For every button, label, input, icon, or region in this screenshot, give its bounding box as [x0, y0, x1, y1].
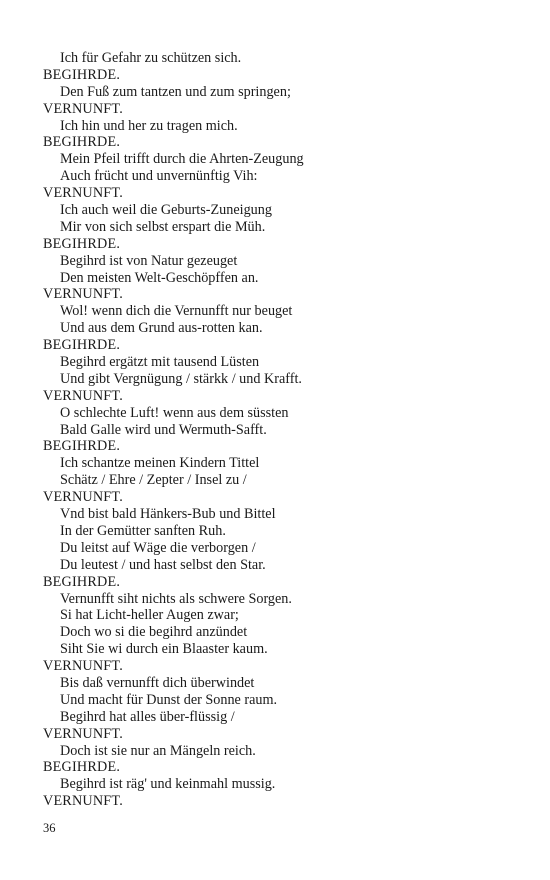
- speaker-name: BEGIHRDE.: [43, 235, 121, 252]
- verse-line: Wol! wenn dich die Vernunfft nur beuget: [60, 303, 293, 320]
- verse-line: Siht Sie wi durch ein Blaaster kaum.: [60, 641, 268, 658]
- verse-line: Doch wo si die begihrd anzündet: [60, 624, 248, 641]
- speaker-name: VERNUNFT.: [43, 185, 123, 202]
- dialogue-text: [43, 50, 513, 810]
- verse-line: Begihrd ergätzt mit tausend Lüsten: [60, 354, 260, 371]
- verse-line: Den meisten Welt-Geschöpffen an.: [60, 269, 259, 286]
- speaker-name: VERNUNFT.: [43, 100, 123, 117]
- verse-line: Vernunfft siht nichts als schwere Sorgen.: [60, 590, 292, 607]
- verse-line: Bald Galle wird und Wermuth-Safft.: [60, 421, 267, 438]
- verse-line: Begihrd hat alles über-flüssig /: [60, 708, 235, 725]
- page-number: 36: [43, 821, 56, 835]
- verse-line: Und macht für Dunst der Sonne raum.: [60, 691, 278, 708]
- verse-line: Auch frücht und unvernünftig Vih:: [60, 168, 258, 185]
- verse-line: Ich schantze meinen Kindern Tittel: [60, 455, 260, 472]
- verse-line: Du leitst auf Wäge die verborgen /: [60, 539, 256, 556]
- speaker-name: BEGIHRDE.: [43, 438, 121, 455]
- verse-line: Vnd bist bald Hänkers-Bub und Bittel: [60, 506, 276, 523]
- verse-line: Und gibt Vergnügung / stärkk / und Krafft.: [60, 370, 302, 387]
- speaker-name: VERNUNFT.: [43, 793, 123, 810]
- verse-line: Den Fuß zum tantzen und zum springen;: [60, 83, 291, 100]
- verse-line: Mein Pfeil trifft durch die Ahrten-Zeugung: [60, 151, 304, 168]
- speaker-name: VERNUNFT.: [43, 725, 123, 742]
- verse-line: Ich für Gefahr zu schützen sich.: [60, 50, 242, 66]
- verse-line: Begihrd ist von Natur gezeuget: [60, 252, 238, 269]
- verse-line: O schlechte Luft! wenn aus dem süssten: [60, 404, 289, 421]
- speaker-name: BEGIHRDE.: [43, 134, 121, 151]
- speaker-name: VERNUNFT.: [43, 387, 123, 404]
- speaker-name: VERNUNFT.: [43, 489, 123, 506]
- verse-line: Doch ist sie nur an Mängeln reich.: [60, 742, 256, 759]
- verse-line: Ich auch weil die Geburts-Zuneigung: [60, 202, 272, 219]
- verse-line: Mir von sich selbst erspart die Müh.: [60, 218, 266, 235]
- speaker-name: VERNUNFT.: [43, 658, 123, 675]
- verse-line: Ich hin und her zu tragen mich.: [60, 117, 238, 134]
- verse-line: Si hat Licht-heller Augen zwar;: [60, 607, 239, 624]
- speaker-name: BEGIHRDE.: [43, 337, 121, 354]
- verse-line: In der Gemütter sanften Ruh.: [60, 522, 226, 539]
- verse-line: Schätz / Ehre / Zepter / Insel zu /: [60, 472, 247, 489]
- speaker-name: BEGIHRDE.: [43, 66, 121, 83]
- verse-line: Bis daß vernunfft dich überwindet: [60, 674, 255, 691]
- verse-line: Und aus dem Grund aus-rotten kan.: [60, 320, 263, 337]
- speaker-name: BEGIHRDE.: [43, 573, 121, 590]
- speaker-name: BEGIHRDE.: [43, 759, 121, 776]
- speaker-name: VERNUNFT.: [43, 286, 123, 303]
- verse-line: Du leutest / und hast selbst den Star.: [60, 556, 266, 573]
- verse-line: Begihrd ist räg' und keinmahl mussig.: [60, 776, 276, 793]
